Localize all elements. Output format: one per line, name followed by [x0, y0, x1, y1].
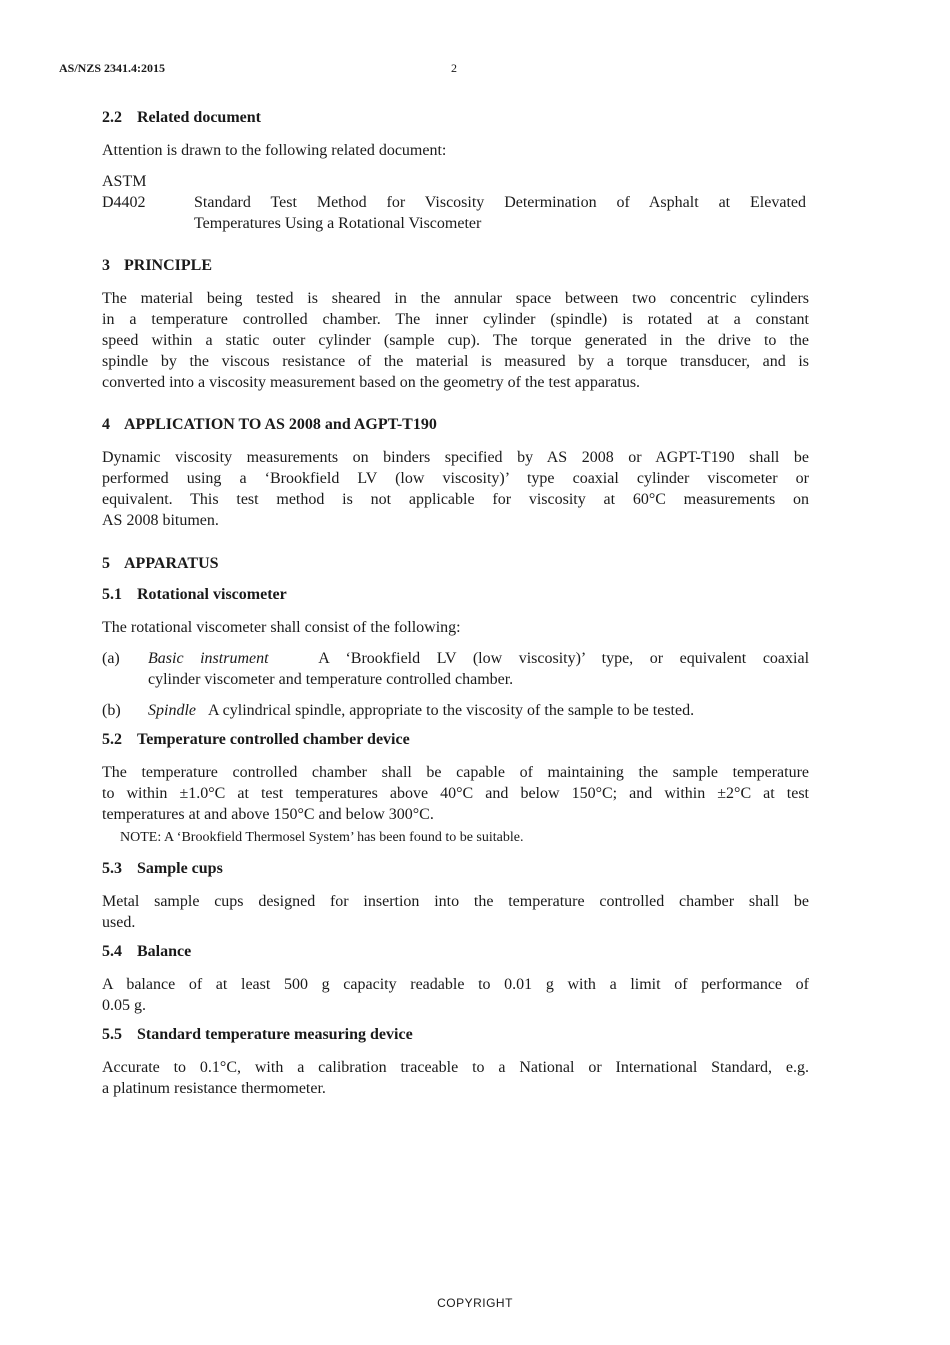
application-line: AS 2008 bitumen. [102, 512, 219, 529]
balance-line: A balance of at least 500 g capacity readable to 0.01 g with a limit of performance of [102, 976, 809, 993]
section-number: 5 [102, 555, 110, 572]
chamber-line: temperatures at and above 150°C and below 300°C. [102, 806, 434, 823]
section-title: APPLICATION TO AS 2008 and AGPT-T190 [124, 416, 437, 433]
header-document-id: AS/NZS 2341.4:2015 [59, 61, 166, 75]
chamber-line: to within ±1.0°C at test temperatures above 40°C and below 150°C; and within ±2°C at test [102, 785, 809, 802]
reference-title-line-1: Standard Test Method for Viscosity Determination of Asphalt at Elevated [194, 194, 806, 211]
section-number: 5.4 [102, 943, 122, 960]
application-line: equivalent. This test method is not applicable for viscosity at 60°C measurements on [102, 491, 809, 508]
principle-line: converted into a viscosity measurement based on the geometry of the test apparatus. [102, 374, 641, 391]
section-title: Standard temperature measuring device [137, 1026, 413, 1043]
section-5-heading [102, 555, 219, 573]
section-number: 2.2 [102, 109, 122, 126]
section-title: Related document [137, 109, 261, 126]
list-item-text: A cylindrical spindle, appropriate to the viscosity of the sample to be tested. [208, 702, 695, 719]
section-title: PRINCIPLE [124, 257, 213, 274]
reference-title-line-2: Temperatures Using a Rotational Viscometer [194, 215, 482, 232]
list-item-label: (b) [102, 702, 121, 719]
section-number: 4 [102, 416, 110, 433]
note-text: NOTE: A ‘Brookfield Thermosel System’ has been found to be suitable. [120, 830, 524, 845]
section-number: 5.5 [102, 1026, 122, 1043]
list-item-term: Basic instrument [148, 650, 269, 667]
temperature-device-line: a platinum resistance thermometer. [102, 1080, 326, 1097]
section-title: Balance [137, 943, 192, 960]
sample-cups-line: used. [102, 914, 136, 931]
section-5-2-heading [102, 731, 410, 749]
section-title: Temperature controlled chamber device [137, 731, 410, 748]
section-2-2-intro: Attention is drawn to the following related document: [102, 142, 447, 159]
temperature-device-line: Accurate to 0.1°C, with a calibration traceable to a National or International Standard, e.g. [102, 1059, 809, 1076]
principle-line: The material being tested is sheared in the annular space between two concentric cylinders [102, 290, 809, 307]
list-item-label: (a) [102, 650, 120, 667]
principle-line: speed within a static outer cylinder (sample cup). The torque generated in the drive to the [102, 332, 809, 349]
reference-code: D4402 [102, 194, 146, 211]
application-line: performed using a ‘Brookfield LV (low viscosity)’ type coaxial cylinder viscometer or [102, 470, 809, 487]
balance-line: 0.05 g. [102, 997, 146, 1014]
section-title: APPARATUS [124, 555, 219, 572]
section-4-heading [102, 416, 437, 434]
section-5-1-intro: The rotational viscometer shall consist of the following: [102, 619, 461, 636]
header-page-number: 2 [451, 61, 457, 75]
chamber-line: The temperature controlled chamber shall be capable of maintaining the sample temperature [102, 764, 809, 781]
principle-line: in a temperature controlled chamber. The inner cylinder (spindle) is rotated at a constant [102, 311, 809, 328]
section-number: 5.2 [102, 731, 122, 748]
section-5-3-heading [102, 860, 223, 878]
list-item-a-line-2: cylinder viscometer and temperature controlled chamber. [148, 671, 514, 688]
list-item-b [148, 700, 694, 721]
section-5-1-heading [102, 586, 287, 604]
section-3-heading [102, 257, 212, 275]
section-number: 5.1 [102, 586, 122, 603]
principle-line: spindle by the viscous resistance of the material is measured by a torque transducer, and is [102, 353, 809, 370]
copyright-footer: COPYRIGHT [437, 1296, 513, 1310]
section-number: 5.3 [102, 860, 122, 877]
section-number: 3 [102, 257, 110, 274]
section-5-4-heading [102, 943, 191, 961]
list-item-text: A ‘Brookfield LV (low viscosity)’ type, or equivalent coaxial [318, 650, 810, 667]
list-item-term: Spindle [148, 702, 196, 719]
section-title: Sample cups [137, 860, 223, 877]
list-item-a-line-1 [148, 648, 809, 669]
section-2-2-heading [102, 109, 261, 127]
section-title: Rotational viscometer [137, 586, 287, 603]
application-line: Dynamic viscosity measurements on binders specified by AS 2008 or AGPT-T190 shall be [102, 449, 809, 466]
section-5-5-heading [102, 1026, 413, 1044]
sample-cups-line: Metal sample cups designed for insertion into the temperature controlled chamber shall be [102, 893, 809, 910]
reference-organization: ASTM [102, 173, 147, 190]
